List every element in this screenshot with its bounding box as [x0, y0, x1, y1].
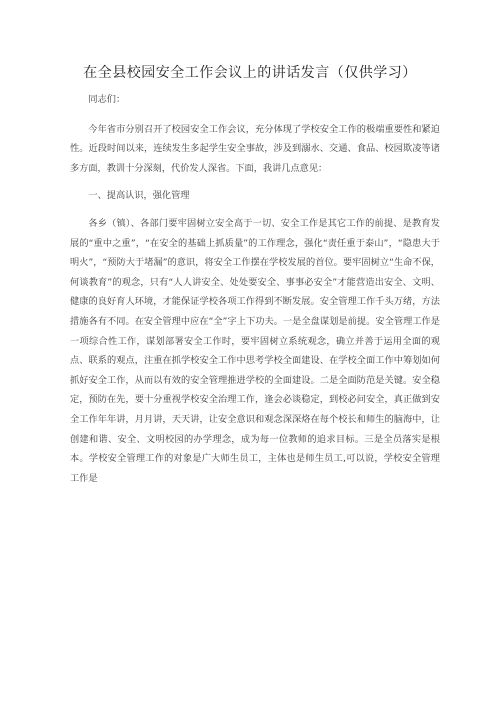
salutation: 同志们： — [88, 94, 126, 105]
paragraph-intro: 今年省市分别召开了校园安全工作会议，充分体现了学校安全工作的极端重要性和紧迫性。近段时间以来，连续发生多起学生安全事故，涉及到溺水、交通、食品、校园欺凌等诸多方面，教训十分深刻，代价发人深省。下面，我讲几点意见： — [70, 123, 440, 174]
document-body — [70, 90, 440, 488]
document-title: 在全县校园安全工作会议上的讲话发言（仅供学习） — [83, 65, 417, 81]
paragraph-body: 各乡（镇）、各部门要牢固树立安全高于一切、安全工作是其它工作的前提、是教育发展的“重中之重”，“在安全的基础上抓质量”的工作理念，强化“责任重于泰山”，“隐患大于明火”，“预防大于堵漏”的意识，将安全工作摆在学校发展的首位。要牢固树立“生命不保，何谈教育”的观念，只有“人人讲安全、处处要安全、事事必安全”才能营造出安全、文明、健康的良好育人环境，才能保证学校各项工作得到不断发展。安全管理工作千头万绪，方法措施各有不同。在安全管理中应在“全”字上下功夫。一是全盘谋划是前提。安全管理工作是一项综合性工作，谋划部署安全工作时，要牢固树立系统观念，确立并善于运用全面的观点、联系的观点，注重在抓学校安全工作中思考学校全面建设、在学校全面工作中筹划如何抓好安全工作，从而以有效的安全管理推进学校的全面建设。二是全面防范是关键。安全稳定，预防在先，要十分重视学校安全治理工作，逢会必谈稳定，到校必问安全，真正做到安全工作年年讲，月月讲，天天讲，让安全意识和观念深深烙在每个校长和师生的脑海中，让创建和谐、安全、文明校园的办学理念，成为每一位教师的追求目标。三是全员落实是根本。学校安全管理工作的对象是广大师生员工，主体也是师生员工,可以说，学校安全管理工作是 — [70, 217, 440, 484]
section-heading: 一、提高认识，强化管理 — [88, 190, 190, 202]
